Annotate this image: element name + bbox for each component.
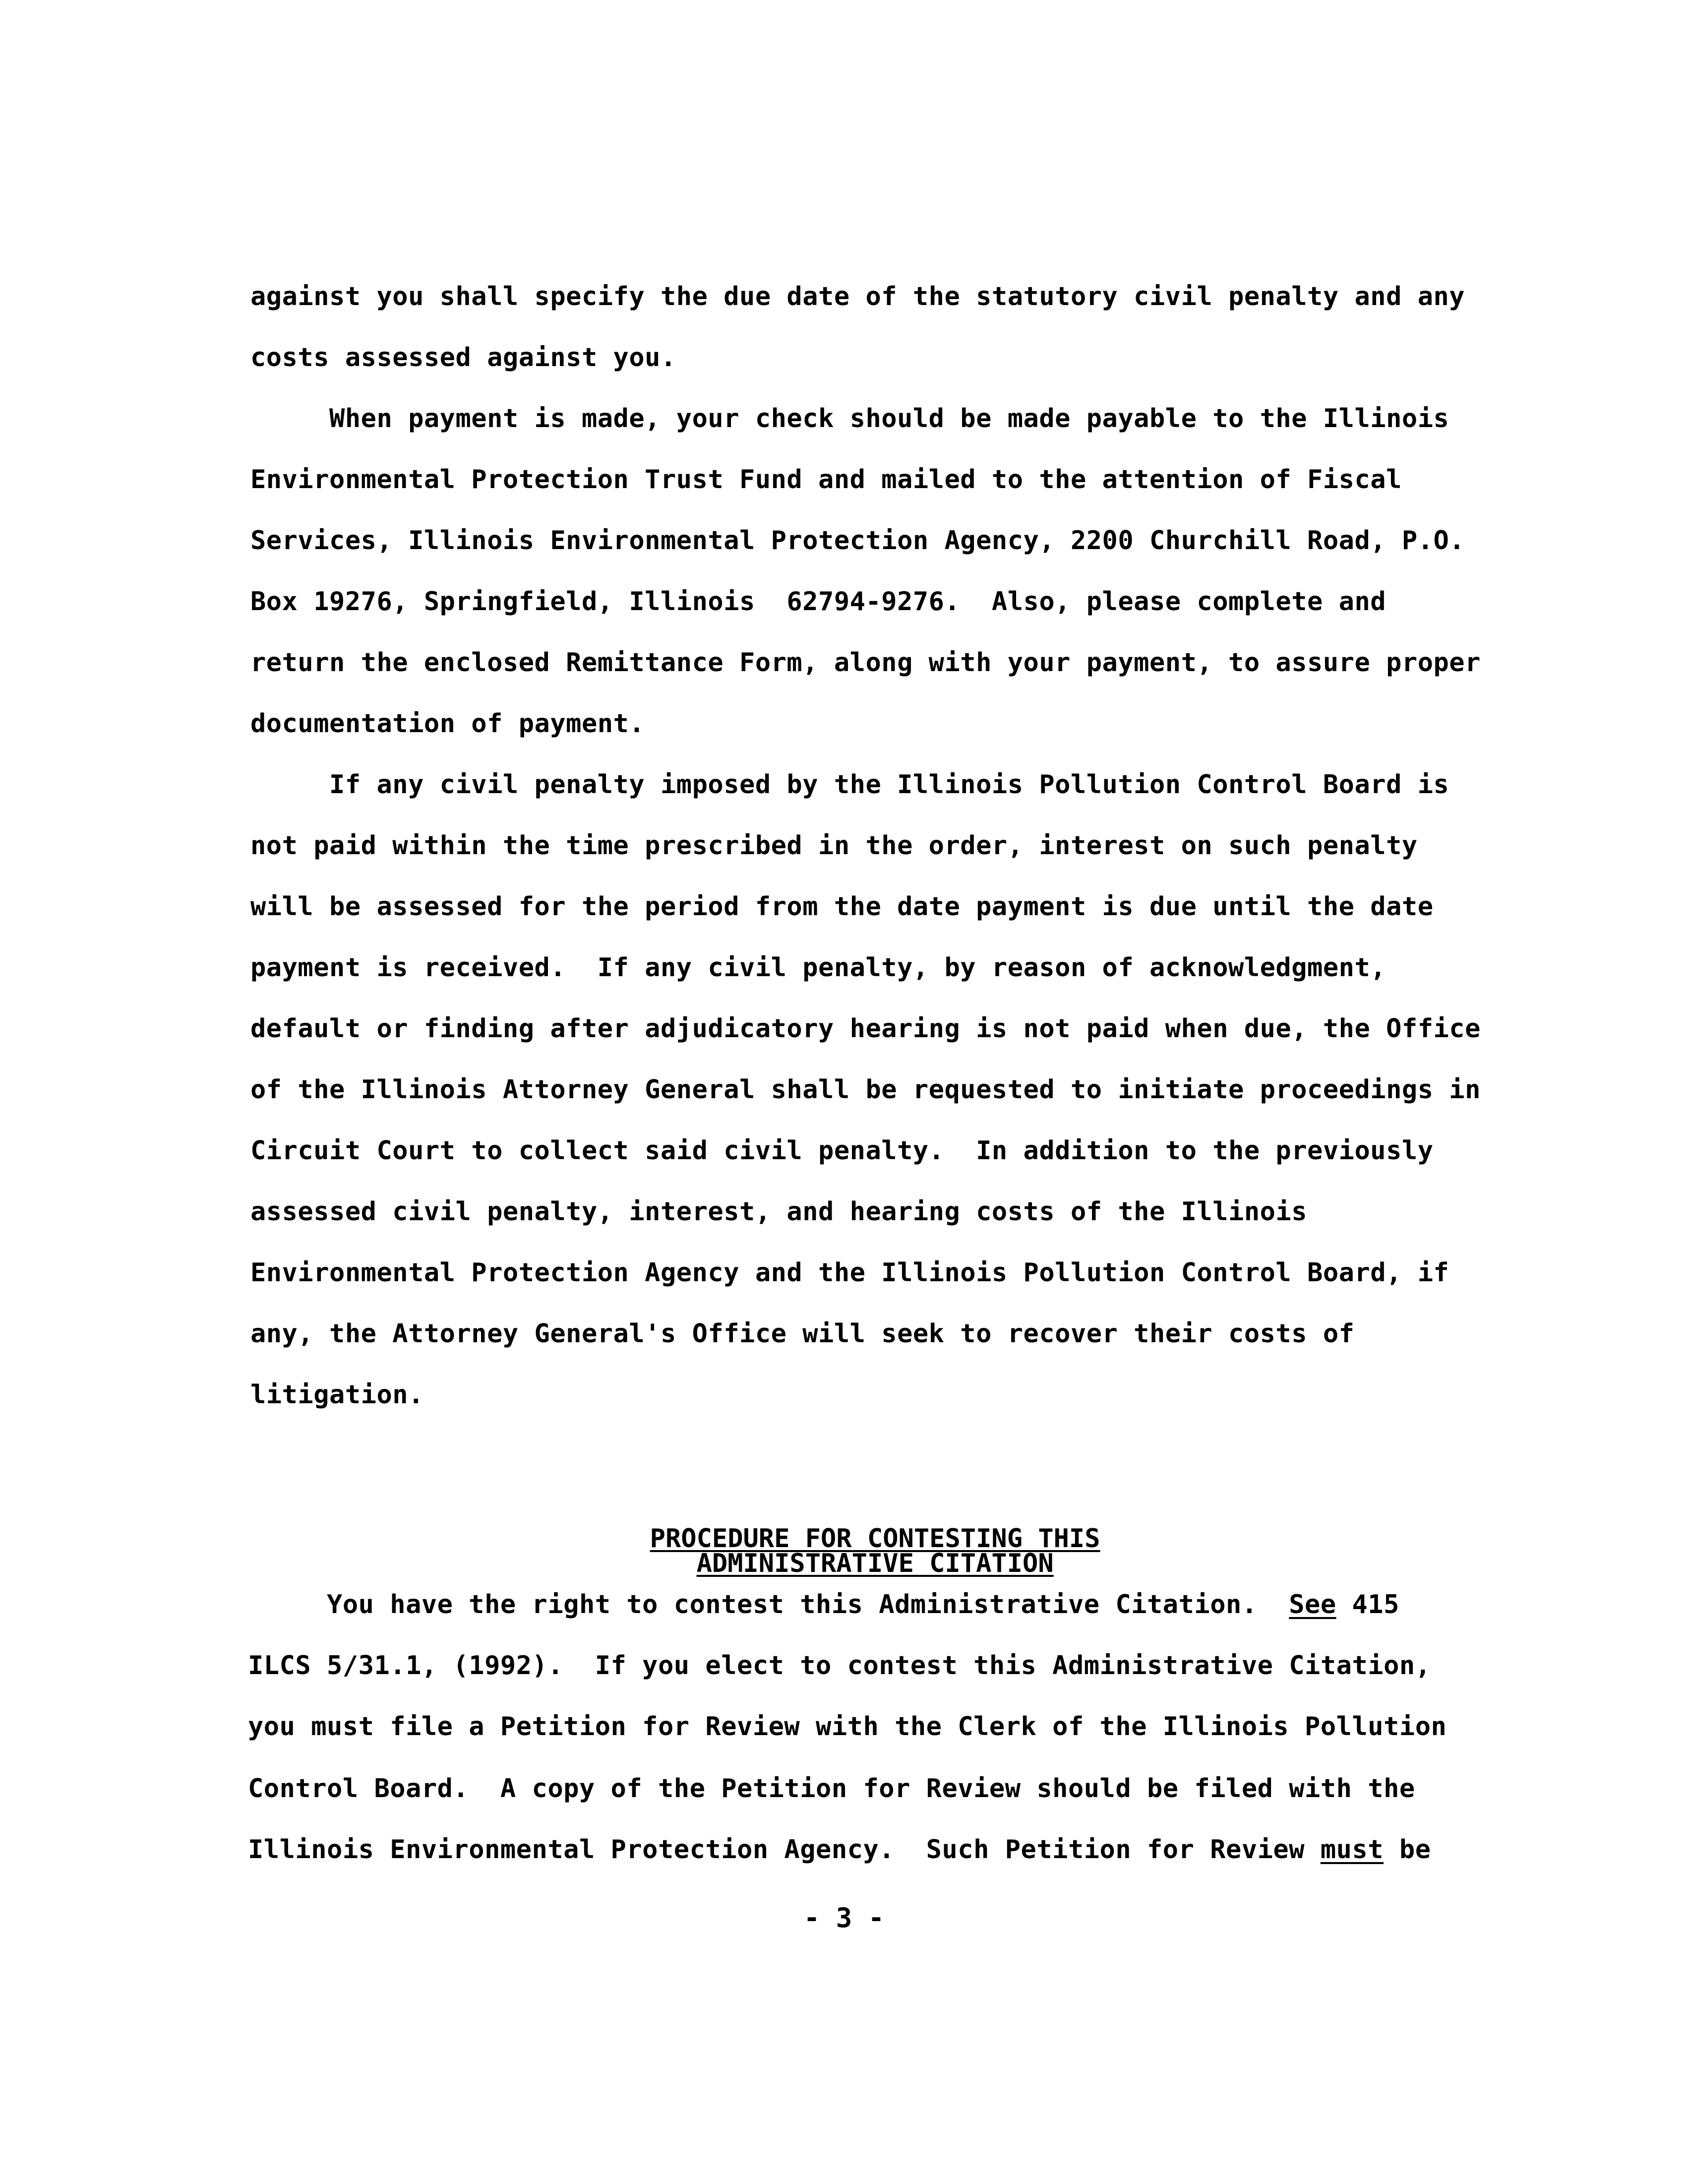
text-segment: 415 — [1336, 1590, 1399, 1620]
text-line: Services, Illinois Environmental Protection Agency, 2200 Churchill Road, P.O. — [250, 526, 1465, 556]
see-reference: See — [1289, 1590, 1336, 1620]
text-line: litigation. — [250, 1380, 424, 1410]
text-line: return the enclosed Remittance Form, along with your payment, to assure proper — [250, 648, 1481, 678]
text-segment: be — [1384, 1835, 1431, 1865]
text-line: Control Board. A copy of the Petition for Review should be filed with the — [248, 1774, 1415, 1804]
text-line: If any civil penalty imposed by the Illinois Pollution Control Board is — [250, 770, 1449, 800]
text-line: you must file a Petition for Review with the Clerk of the Illinois Pollution — [248, 1712, 1447, 1742]
section-heading-line: ADMINISTRATIVE CITATION — [696, 1549, 1054, 1578]
text-line: costs assessed against you. — [250, 343, 676, 373]
text-line: documentation of payment. — [250, 709, 645, 739]
text-line: default or finding after adjudicatory hearing is not paid when due, the Office — [250, 1014, 1481, 1044]
text-line: Circuit Court to collect said civil penalty. In addition to the previously — [250, 1136, 1434, 1166]
text-line: not paid within the time prescribed in the order, interest on such penalty — [250, 831, 1418, 861]
text-line — [248, 1589, 1399, 1620]
text-line: Environmental Protection Agency and the Illinois Pollution Control Board, if — [250, 1258, 1449, 1288]
text-line: will be assessed for the period from the date payment is due until the date — [250, 892, 1434, 922]
text-line: any, the Attorney General's Office will seek to recover their costs of — [250, 1319, 1355, 1349]
text-line: ILCS 5/31.1, (1992). If you elect to contest this Administrative Citation, — [248, 1651, 1431, 1681]
text-line: Environmental Protection Trust Fund and mailed to the attention of Fiscal — [250, 465, 1402, 495]
text-line: assessed civil penalty, interest, and hearing costs of the Illinois — [250, 1197, 1308, 1227]
text-line: of the Illinois Attorney General shall be requested to initiate proceedings in — [250, 1075, 1481, 1105]
page-number: - 3 - — [803, 1902, 885, 1934]
text-line — [248, 1834, 1431, 1865]
text-line: payment is received. If any civil penalty, by reason of acknowledgment, — [250, 953, 1387, 983]
emphasis-must: must — [1320, 1835, 1384, 1865]
text-line: against you shall specify the due date of the statutory civil penalty and any — [250, 282, 1465, 312]
text-line: Box 19276, Springfield, Illinois 62794-9276. Also, please complete and — [250, 587, 1387, 617]
section-heading-line: PROCEDURE FOR CONTESTING THIS — [650, 1524, 1100, 1554]
text-segment: You have the right to contest this Administrative Citation. — [248, 1590, 1289, 1620]
text-segment: Illinois Environmental Protection Agency. Such Petition for Review — [248, 1835, 1321, 1865]
text-line: When payment is made, your check should be made payable to the Illinois — [250, 404, 1449, 434]
